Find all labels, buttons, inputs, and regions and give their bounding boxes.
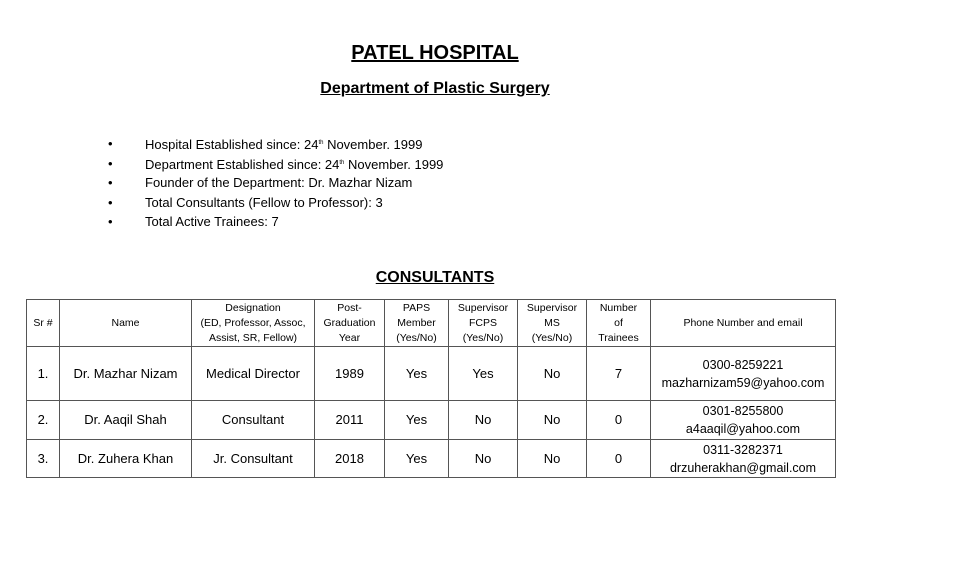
column-header [385, 300, 449, 347]
fcps-cell: No [449, 440, 518, 478]
table-row [27, 347, 836, 401]
fact-item: • Department Established since: 24th November. 1999 [108, 154, 443, 174]
fcps-cell: Yes [449, 347, 518, 401]
column-header-line: MS [544, 316, 560, 329]
fact-item: • Total Active Trainees: 7 [108, 212, 443, 232]
column-header-line: Designation [225, 301, 281, 314]
sr-cell: 2. [27, 401, 60, 440]
column-header-line: Phone Number and email [683, 316, 803, 329]
paps-cell: Yes [385, 401, 449, 440]
column-header [315, 300, 385, 347]
email-address: mazharnizam59@yahoo.com [661, 375, 825, 390]
facts-list [108, 134, 443, 232]
sr-cell: 3. [27, 440, 60, 478]
phone-number: 0301-8255800 [702, 404, 784, 418]
paps-cell: Yes [385, 440, 449, 478]
column-header-line: of [614, 316, 623, 329]
paps-cell: Yes [385, 347, 449, 401]
table-row [27, 401, 836, 440]
column-header-line: Year [338, 331, 361, 344]
column-header-line: Sr # [33, 316, 53, 329]
column-header [587, 300, 651, 347]
designation-cell: Medical Director [192, 347, 315, 401]
column-header [651, 300, 836, 347]
column-header [518, 300, 587, 347]
column-header-line: Number [599, 301, 638, 314]
column-header-line: Supervisor [457, 301, 509, 314]
year-cell: 2011 [315, 401, 385, 440]
column-header [192, 300, 315, 347]
phone-number: 0311-3282371 [703, 442, 783, 457]
year-cell: 2018 [315, 440, 385, 478]
trainees-cell: 0 [587, 401, 651, 440]
column-header-line: Trainees [598, 331, 639, 344]
fact-item: • Total Consultants (Fellow to Professor): 3 [108, 193, 443, 213]
column-header-line: Graduation [323, 316, 376, 329]
department-subtitle: Department of Plastic Surgery [320, 80, 550, 97]
page-title: PATEL HOSPITAL [351, 42, 519, 64]
consultants-heading: CONSULTANTS [375, 269, 495, 286]
column-header-line: FCPS [468, 316, 497, 329]
name-cell: Dr. Aaqil Shah [60, 401, 192, 440]
ms-cell: No [518, 347, 587, 401]
contact-cell [651, 401, 836, 440]
contact-cell [651, 440, 836, 478]
column-header-line: PAPS [402, 301, 431, 314]
fact-item: • Hospital Established since: 24th November. 1999 [108, 134, 443, 154]
phone-number: 0300-8259221 [702, 357, 784, 372]
name-cell: Dr. Mazhar Nizam [60, 347, 192, 401]
column-header-line: Supervisor [526, 301, 578, 314]
column-header [60, 300, 192, 347]
column-header-line: Member [397, 316, 436, 329]
fcps-cell: No [449, 401, 518, 440]
fact-item: • Founder of the Department: Dr. Mazhar Nizam [108, 173, 443, 193]
column-header [449, 300, 518, 347]
table-row [27, 440, 836, 478]
designation-cell: Consultant [192, 401, 315, 440]
name-cell: Dr. Zuhera Khan [60, 440, 192, 478]
table-header-row [27, 300, 836, 347]
column-header-line: (Yes/No) [531, 331, 573, 344]
contact-cell [651, 347, 836, 401]
column-header [27, 300, 60, 347]
designation-cell: Jr. Consultant [192, 440, 315, 478]
column-header-line: (Yes/No) [462, 331, 504, 344]
email-address: a4aaqil@yahoo.com [685, 422, 801, 436]
year-cell: 1989 [315, 347, 385, 401]
column-header-line: Name [111, 316, 140, 329]
column-header-line: Assist, SR, Fellow) [208, 331, 298, 344]
trainees-cell: 0 [587, 440, 651, 478]
consultants-table [26, 299, 836, 478]
trainees-cell: 7 [587, 347, 651, 401]
email-address: drzuherakhan@gmail.com [669, 460, 817, 475]
column-header-line: Post- [337, 301, 362, 314]
sr-cell: 1. [27, 347, 60, 401]
column-header-line: (Yes/No) [396, 331, 437, 344]
column-header-line: (ED, Professor, Assoc, [200, 316, 306, 329]
ms-cell: No [518, 401, 587, 440]
ms-cell: No [518, 440, 587, 478]
